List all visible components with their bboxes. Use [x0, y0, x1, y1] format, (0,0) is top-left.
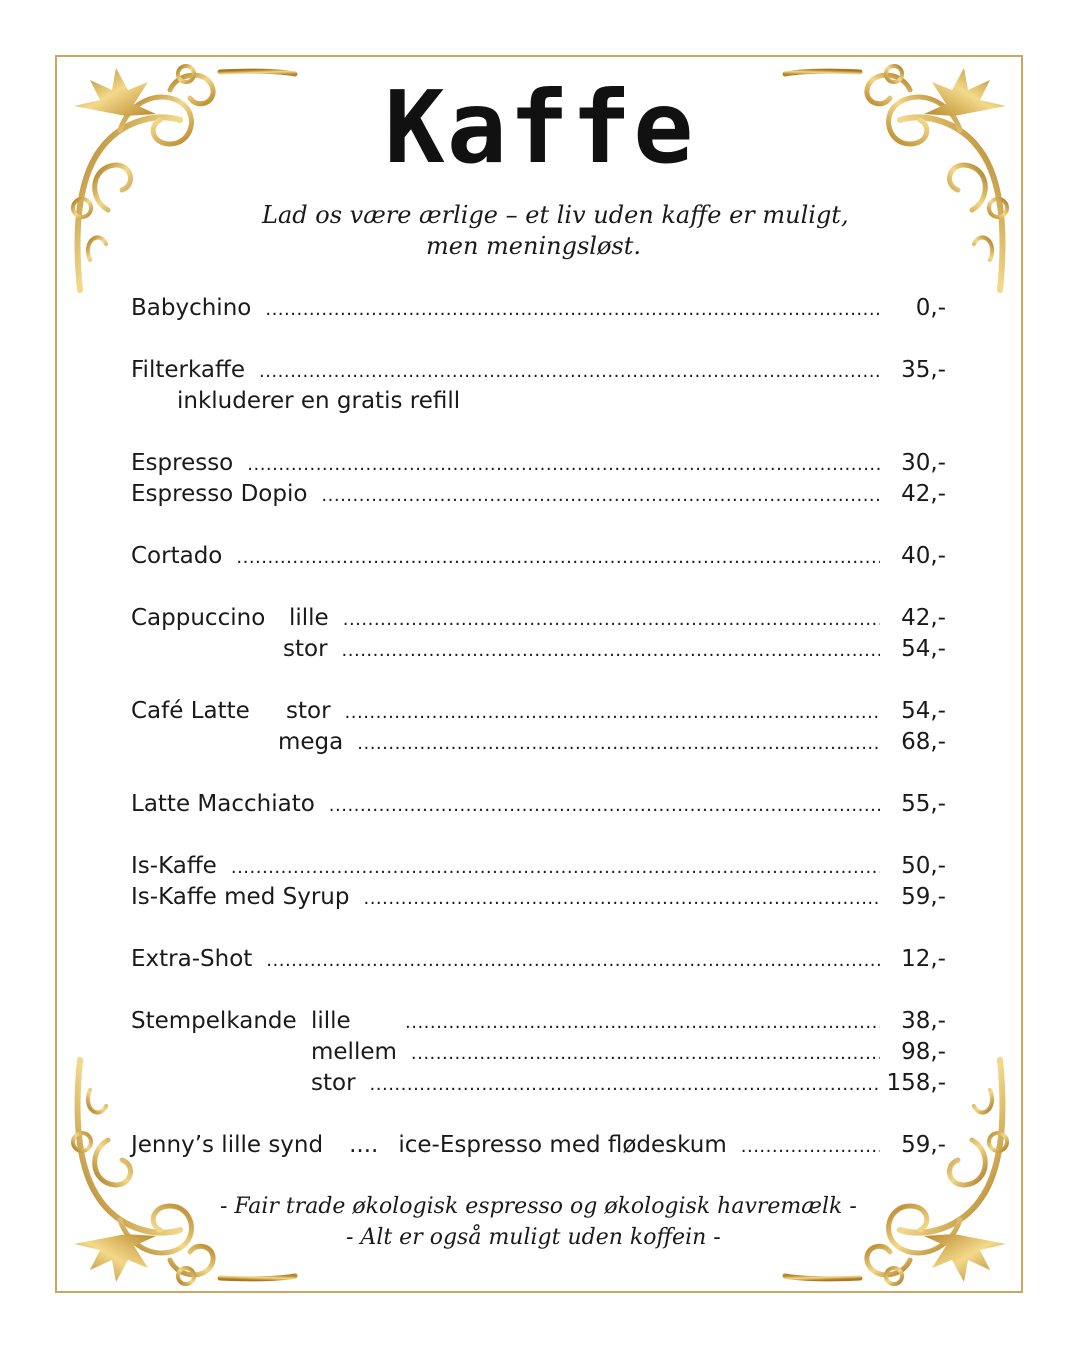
- dot-leader: [247, 456, 880, 474]
- item-name: Is-Kaffe: [131, 853, 217, 879]
- dot-leader: [370, 1076, 879, 1094]
- item-price: 42,-: [901, 605, 946, 631]
- item-price: 55,-: [901, 791, 946, 817]
- menu-item-babychino: [131, 297, 946, 320]
- footer-line-1: - Fair trade økologisk espresso og økologisk havremælk -: [220, 1194, 857, 1219]
- item-price: 38,-: [901, 1008, 946, 1034]
- item-price: 30,-: [901, 450, 946, 476]
- menu-item-filterkaffe: [131, 359, 946, 382]
- dot-leader: [265, 301, 880, 319]
- item-size: stor: [286, 698, 331, 724]
- item-name: Espresso Dopio: [131, 481, 308, 507]
- item-price: 12,-: [901, 946, 946, 972]
- item-price: 50,-: [901, 853, 946, 879]
- item-price: 98,-: [901, 1039, 946, 1065]
- item-name: Cappuccino: [131, 605, 266, 631]
- item-price: 42,-: [901, 481, 946, 507]
- menu-item-jennys-lille-synd: [131, 1134, 946, 1157]
- item-description: ice-Espresso med flødeskum: [398, 1132, 727, 1158]
- dot-leader: [321, 487, 880, 505]
- dot-leader: [343, 611, 880, 629]
- menu-item-is-kaffe: [131, 855, 946, 878]
- item-name: Filterkaffe: [131, 357, 245, 383]
- item-price: 158,-: [886, 1070, 946, 1096]
- item-price: 68,-: [901, 729, 946, 755]
- dot-leader: [357, 735, 880, 753]
- dot-leader: [236, 549, 880, 567]
- menu-item-espresso: [131, 452, 946, 475]
- tagline-line-1: Lad os være ærlige – et liv uden kaffe er muligt,: [262, 201, 849, 229]
- menu-item-cafe-latte-mega: [278, 731, 946, 754]
- item-price: 54,-: [901, 636, 946, 662]
- menu-item-stempelkande-stor: [311, 1072, 946, 1095]
- tagline-line-2: men meningsløst.: [426, 232, 641, 260]
- item-price: 0,-: [915, 295, 946, 321]
- item-price: 40,-: [901, 543, 946, 569]
- item-size: lille: [289, 605, 329, 631]
- item-size: mellem: [311, 1039, 397, 1065]
- item-size: stor: [283, 636, 328, 662]
- item-name: Babychino: [131, 295, 252, 321]
- item-name: Café Latte: [131, 698, 250, 724]
- item-size: lille: [311, 1008, 351, 1034]
- item-size: stor: [311, 1070, 356, 1096]
- dot-leader: [259, 363, 880, 381]
- item-price: 54,-: [901, 698, 946, 724]
- item-name: Jenny’s lille synd: [131, 1132, 324, 1158]
- item-price: 59,-: [901, 884, 946, 910]
- dot-leader: [345, 704, 880, 722]
- dot-leader: [405, 1014, 880, 1032]
- menu-item-espresso-dopio: [131, 483, 946, 506]
- item-note: inkluderer en gratis refill: [177, 388, 461, 414]
- item-separator: ....: [349, 1132, 379, 1158]
- menu-item-extra-shot: [131, 948, 946, 971]
- dot-leader: [266, 952, 880, 970]
- dot-leader: [363, 890, 880, 908]
- dot-leader: [741, 1138, 880, 1156]
- dot-leader: [231, 859, 880, 877]
- item-name: Cortado: [131, 543, 223, 569]
- dot-leader: [329, 797, 880, 815]
- menu-item-stempelkande-mellem: [311, 1041, 946, 1064]
- menu-item-cafe-latte-stor: [131, 700, 946, 723]
- menu-item-latte-macchiato: [131, 793, 946, 816]
- menu-item-cortado: [131, 545, 946, 568]
- item-name: Stempelkande: [131, 1008, 297, 1034]
- menu-item-cappuccino-stor: [283, 638, 946, 661]
- item-size: mega: [278, 729, 344, 755]
- dot-leader: [342, 642, 880, 660]
- gold-flourish-corner-icon: [60, 1050, 300, 1290]
- item-name: Extra-Shot: [131, 946, 253, 972]
- menu-item-cappuccino-lille: [131, 607, 946, 630]
- item-name: Latte Macchiato: [131, 791, 315, 817]
- footer-line-2: - Alt er også muligt uden koffein -: [346, 1225, 721, 1250]
- item-price: 59,-: [901, 1132, 946, 1158]
- item-name: Is-Kaffe med Syrup: [131, 884, 350, 910]
- item-name: Espresso: [131, 450, 234, 476]
- dot-leader: [411, 1045, 880, 1063]
- menu-item-stempelkande-lille: [131, 1010, 946, 1033]
- menu-title: Kaffe: [384, 69, 696, 186]
- item-price: 35,-: [901, 357, 946, 383]
- menu-item-is-kaffe-syrup: [131, 886, 946, 909]
